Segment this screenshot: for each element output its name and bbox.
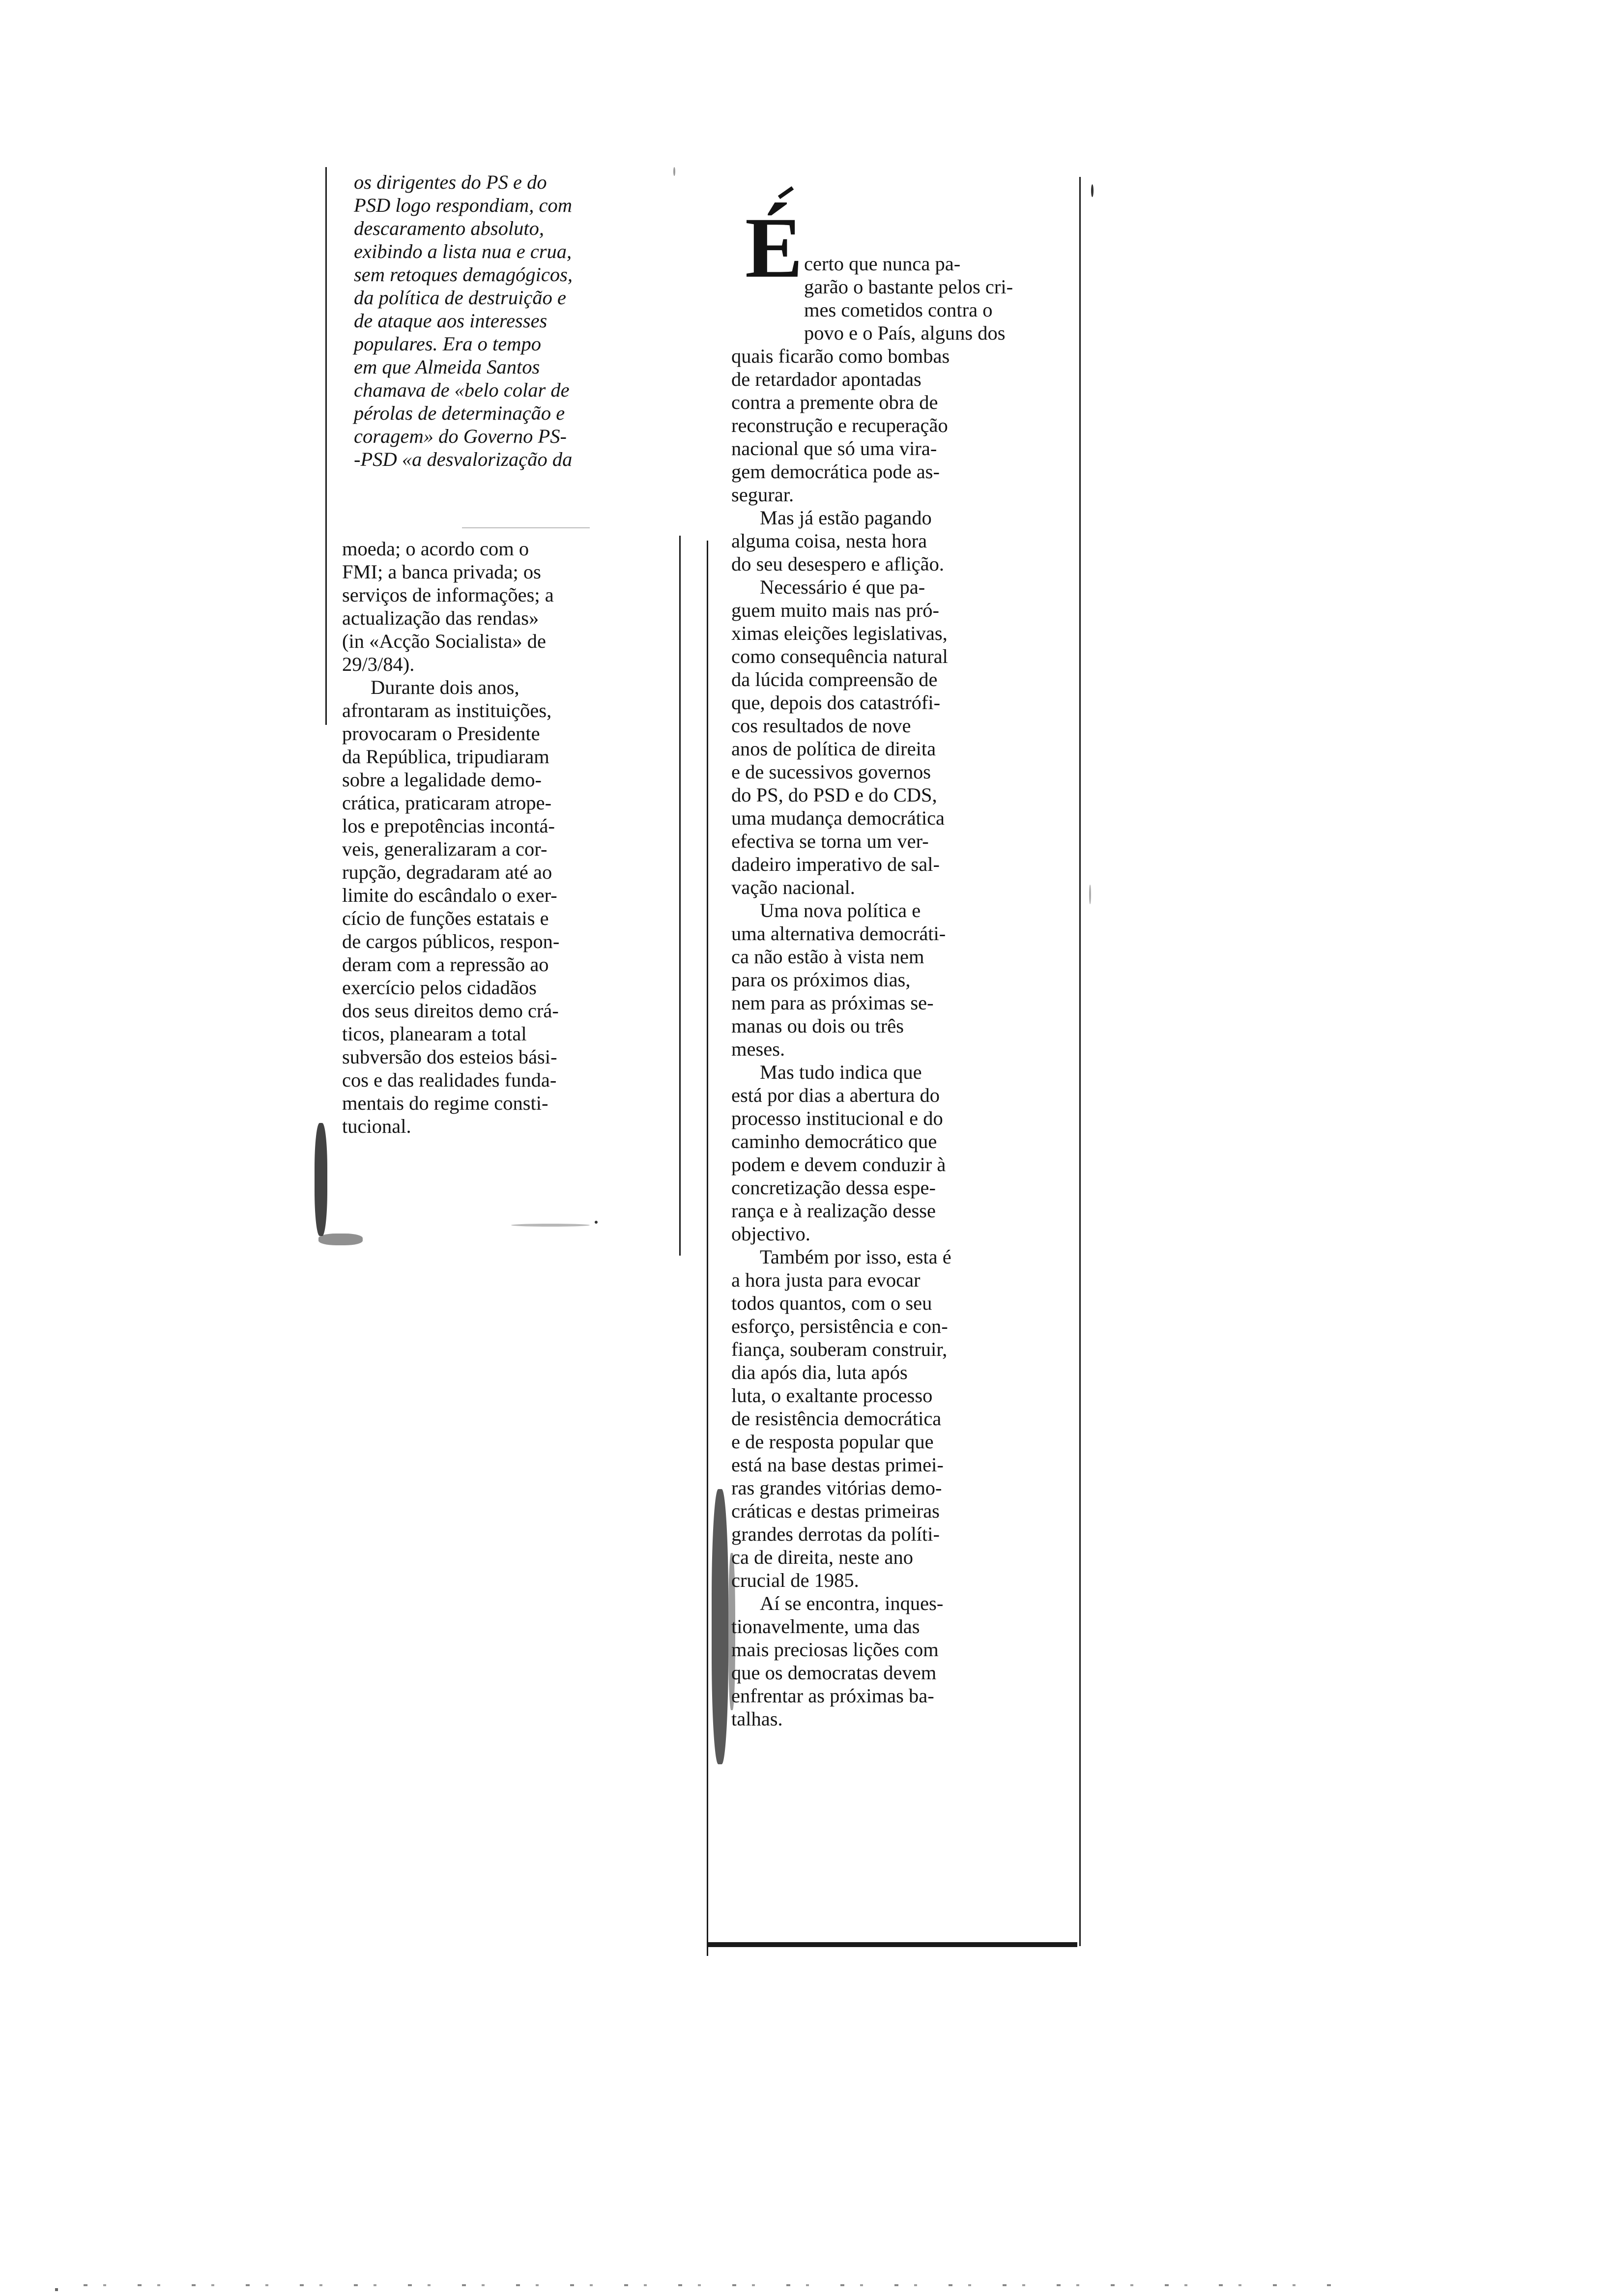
scan-speck	[1091, 184, 1094, 197]
drop-cap: É	[745, 200, 803, 296]
text-line: coragem» do Governo PS-	[354, 425, 567, 447]
text-line: dadeiro imperativo de sal-	[731, 853, 940, 875]
column-1-left-rule	[325, 167, 327, 725]
text-line: em que Almeida Santos	[354, 356, 540, 378]
text-line: gem democrática pode as-	[731, 460, 940, 483]
text-line: deram com a repressão ao	[342, 953, 549, 976]
scan-smudge	[712, 1489, 728, 1764]
text-line: manas ou dois ou três	[731, 1015, 904, 1037]
text-line: de cargos públicos, respon-	[342, 930, 560, 952]
text-line: exercício pelos cidadãos	[342, 976, 537, 999]
column-1-right-rule	[679, 536, 681, 1256]
column-1-separator	[462, 527, 590, 528]
text-line: ca de direita, neste ano	[731, 1546, 913, 1568]
text-line: de ataque aos interesses	[354, 310, 547, 332]
scan-speck	[673, 167, 675, 176]
scan-smudge	[728, 1553, 735, 1710]
scan-smudge	[318, 1234, 363, 1245]
text-line: Mas já estão pagando	[760, 507, 932, 529]
text-line: nacional que só uma vira-	[731, 437, 937, 459]
text-line: povo e o País, alguns dos	[804, 322, 1006, 344]
text-line: uma alternativa democráti-	[731, 922, 946, 945]
text-line: populares. Era o tempo	[354, 333, 541, 355]
text-line: veis, generalizaram a cor-	[342, 838, 547, 860]
text-line: actualização das rendas»	[342, 607, 539, 629]
text-line: ximas eleições legislativas,	[731, 622, 948, 644]
text-line: da República, tripudiaram	[342, 746, 549, 768]
scan-speck	[595, 1221, 598, 1224]
text-line: uma mudança democrática	[731, 807, 945, 829]
text-line: contra a premente obra de	[731, 391, 938, 413]
text-line: mes cometidos contra o	[804, 299, 993, 321]
text-line: concretização dessa espe-	[731, 1177, 936, 1199]
text-line: Uma nova política e	[760, 899, 921, 921]
column-2-left-rule	[707, 541, 708, 1956]
text-line: ca não estão à vista nem	[731, 946, 924, 968]
text-line: Aí se encontra, inques-	[760, 1592, 944, 1614]
scan-speck	[55, 2288, 58, 2291]
text-line: vação nacional.	[731, 876, 855, 898]
text-line: mentais do regime consti-	[342, 1092, 548, 1114]
text-line: que, depois dos catastrófi-	[731, 691, 941, 714]
text-line: do seu desespero e aflição.	[731, 553, 944, 575]
column-1-upper-quote	[354, 171, 659, 471]
text-line: anos de política de direita	[731, 738, 936, 760]
text-line: sobre a legalidade demo-	[342, 769, 542, 791]
scan-speck	[511, 1224, 590, 1227]
text-line: garão o bastante pelos cri-	[804, 276, 1013, 298]
text-line: quais ficarão como bombas	[731, 345, 950, 367]
text-line: rupção, degradaram até ao	[342, 861, 552, 883]
text-line: do PS, do PSD e do CDS,	[731, 784, 937, 806]
text-line: subversão dos esteios bási-	[342, 1046, 557, 1068]
text-line: processo institucional e do	[731, 1107, 943, 1129]
text-line: efectiva se torna um ver-	[731, 830, 929, 852]
drop-cap-accent	[778, 186, 794, 199]
text-line: luta, o exaltante processo	[731, 1384, 933, 1406]
text-line: meses.	[731, 1038, 785, 1060]
text-line: cos e das realidades funda-	[342, 1069, 557, 1091]
text-line: sem retoques demagógicos,	[354, 263, 573, 286]
text-line: limite do escândalo o exer-	[342, 884, 557, 906]
scan-smudge	[315, 1123, 327, 1236]
text-line: e de sucessivos governos	[731, 761, 931, 783]
text-line: segurar.	[731, 484, 794, 506]
text-line: serviços de informações; a	[342, 584, 554, 606]
text-line: da política de destruição e	[354, 287, 566, 309]
text-line: FMI; a banca privada; os	[342, 561, 541, 583]
text-line: ticos, planearam a total	[342, 1023, 527, 1045]
text-line: reconstrução e recuperação	[731, 414, 948, 436]
text-line: los e prepotências incontá-	[342, 815, 555, 837]
text-line: está na base destas primei-	[731, 1454, 944, 1476]
text-line: esforço, persistência e con-	[731, 1315, 948, 1337]
text-line: está por dias a abertura do	[731, 1084, 940, 1106]
text-line: rança e à realização desse	[731, 1200, 936, 1222]
text-line: para os próximos dias,	[731, 969, 911, 991]
text-line: de resistência democrática	[731, 1407, 942, 1430]
text-line: crucial de 1985.	[731, 1569, 859, 1591]
text-line: crática, praticaram atrope-	[342, 792, 552, 814]
text-line: que os democratas devem	[731, 1662, 937, 1684]
scan-edge-noise	[84, 2284, 1342, 2286]
text-line: afrontaram as instituições,	[342, 699, 552, 721]
text-line: PSD logo respondiam, com	[354, 194, 572, 216]
text-line: cos resultados de nove	[731, 715, 911, 737]
text-line: (in «Acção Socialista» de	[342, 630, 546, 652]
column-2-bottom-rule	[708, 1942, 1077, 1947]
text-line: objectivo.	[731, 1223, 810, 1245]
text-line: Durante dois anos,	[371, 676, 519, 698]
text-line: ras grandes vitórias demo-	[731, 1477, 942, 1499]
text-line: da lúcida compreensão de	[731, 668, 938, 690]
text-line: moeda; o acordo com o	[342, 538, 529, 560]
text-line: chamava de «belo colar de	[354, 379, 570, 401]
text-line: Também por isso, esta é	[760, 1246, 951, 1268]
scan-speck	[1089, 885, 1091, 904]
text-line: cráticas e destas primeiras	[731, 1500, 940, 1522]
text-line: Necessário é que pa-	[760, 576, 925, 598]
text-line: podem e devem conduzir à	[731, 1153, 946, 1176]
text-line: tucional.	[342, 1115, 411, 1137]
text-line: todos quantos, com o seu	[731, 1292, 932, 1314]
text-line: nem para as próximas se-	[731, 992, 934, 1014]
text-line: a hora justa para evocar	[731, 1269, 921, 1291]
text-line: e de resposta popular que	[731, 1431, 934, 1453]
text-line: 29/3/84).	[342, 653, 415, 675]
text-line: alguma coisa, nesta hora	[731, 530, 927, 552]
text-line: grandes derrotas da políti-	[731, 1523, 940, 1545]
text-line: como consequência natural	[731, 645, 948, 667]
text-line: -PSD «a desvalorização da	[354, 448, 573, 470]
text-line: de retardador apontadas	[731, 368, 921, 390]
text-line: enfrentar as próximas ba-	[731, 1685, 934, 1707]
column-2-text	[731, 252, 1051, 1730]
text-line: dos seus direitos demo crá-	[342, 1000, 559, 1022]
text-line: tionavelmente, uma das	[731, 1615, 920, 1637]
column-2-right-rule	[1079, 177, 1081, 1946]
text-line: cício de funções estatais e	[342, 907, 549, 929]
text-line: mais preciosas lições com	[731, 1638, 939, 1661]
text-line: exibindo a lista nua e crua,	[354, 240, 572, 262]
text-line: descaramento absoluto,	[354, 217, 544, 239]
text-line: certo que nunca pa-	[804, 253, 961, 275]
text-line: dia após dia, luta após	[731, 1361, 908, 1383]
text-line: caminho democrático que	[731, 1130, 937, 1152]
text-line: guem muito mais nas pró-	[731, 599, 939, 621]
column-1-lower-text	[342, 537, 662, 1138]
text-line: provocaram o Presidente	[342, 722, 540, 745]
text-line: fiança, souberam construir,	[731, 1338, 948, 1360]
text-line: Mas tudo indica que	[760, 1061, 922, 1083]
text-line: os dirigentes do PS e do	[354, 171, 547, 193]
text-line: talhas.	[731, 1708, 783, 1730]
text-line: pérolas de determinação e	[354, 402, 565, 424]
